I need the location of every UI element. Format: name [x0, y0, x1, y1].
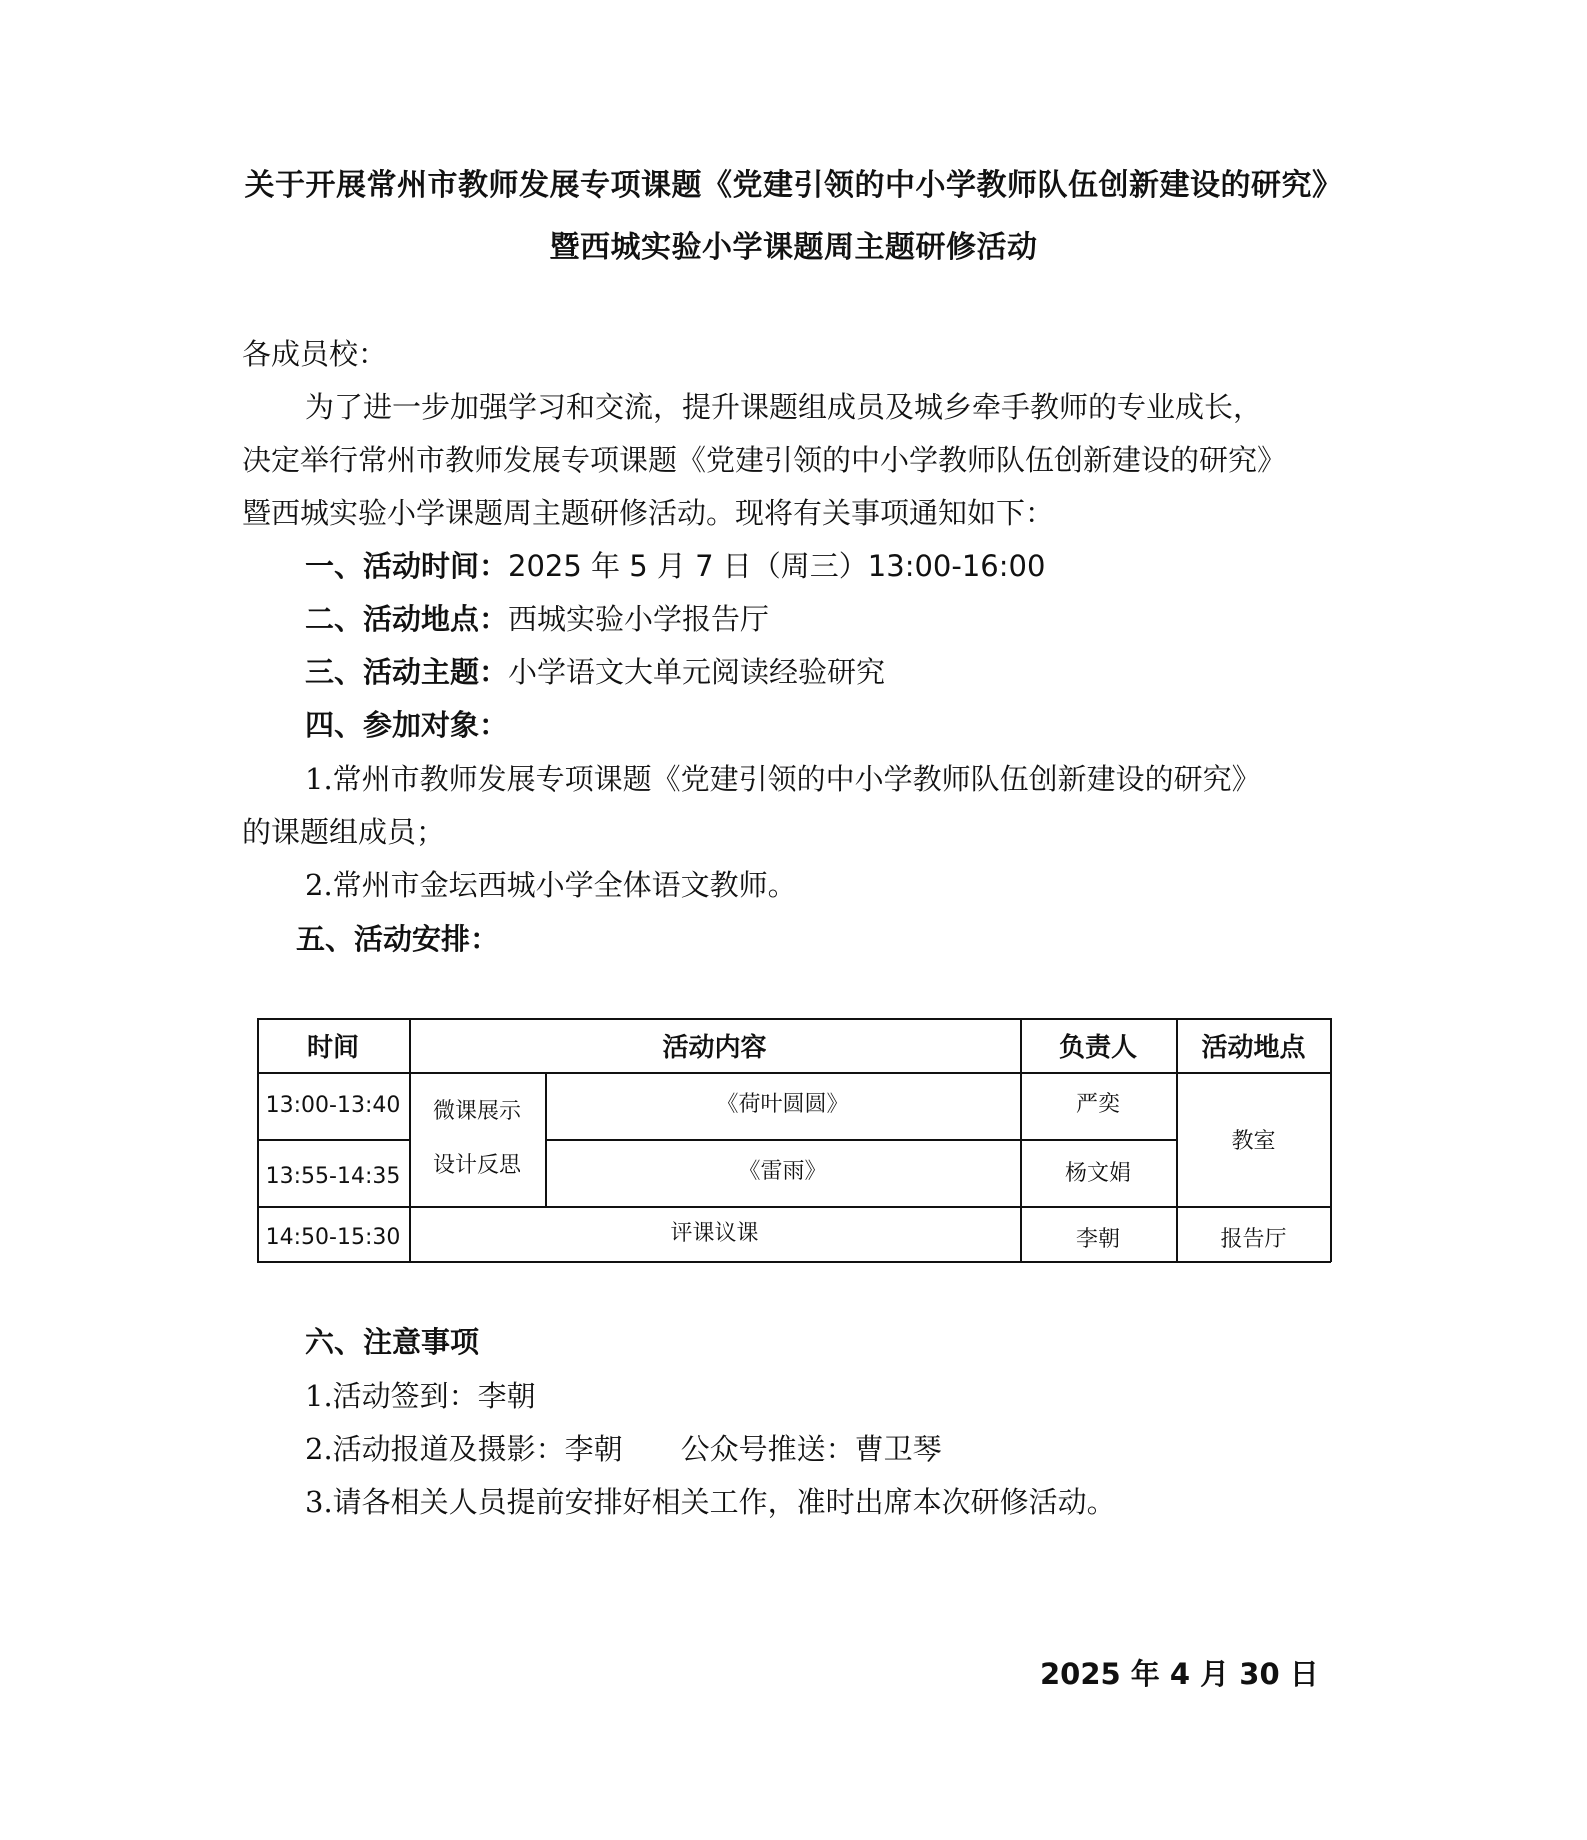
header-person: 负责人: [1058, 1032, 1137, 1063]
row-3-person: 李朝: [1075, 1226, 1120, 1252]
activity-theme: [305, 655, 886, 689]
intro-line-3: 暨西城实验小学课题周主题研修活动。现将有关事项通知如下：: [242, 496, 1055, 530]
row-2-content: 《雷雨》: [738, 1158, 827, 1184]
participants-label: 四、参加对象：: [305, 708, 509, 742]
activity-theme-label: 三、活动主题：: [305, 655, 509, 689]
row-1-content: 《荷叶圆圆》: [716, 1091, 849, 1117]
intro-line-1: 为了进一步加强学习和交流，提升课题组成员及城乡牵手教师的专业成长，: [305, 390, 1263, 424]
group-label-line-1: 微课展示: [432, 1099, 521, 1124]
participant-1-line-1: 1.常州市教师发展专项课题《党建引领的中小学教师队伍创新建设的研究》: [305, 762, 1261, 796]
row-1-time: 13:00-13:40: [265, 1093, 401, 1118]
activity-theme-value: 小学语文大单元阅读经验研究: [508, 655, 886, 689]
activity-place-value: 西城实验小学报告厅: [508, 602, 770, 636]
participant-2: 2.常州市金坛西城小学全体语文教师。: [305, 868, 797, 902]
header-content: 活动内容: [662, 1032, 767, 1063]
schedule-label: 五、活动安排：: [296, 922, 500, 956]
salutation: 各成员校：: [242, 337, 388, 371]
note-1: 1.活动签到：李朝: [305, 1379, 536, 1413]
row-2-person: 杨文娟: [1064, 1160, 1131, 1186]
header-location: 活动地点: [1201, 1032, 1306, 1063]
merged-location: 教室: [1231, 1128, 1276, 1154]
group-label: [409, 1072, 545, 1206]
activity-time-label: 一、活动时间：: [305, 549, 509, 583]
note-2: 2.活动报道及摄影：李朝 公众号推送：曹卫琴: [305, 1432, 942, 1466]
activity-place-label: 二、活动地点：: [305, 602, 509, 636]
intro-line-2: 决定举行常州市教师发展专项课题《党建引领的中小学教师队伍创新建设的研究》: [242, 443, 1287, 477]
title-line-1: 关于开展常州市教师发展专项课题《党建引领的中小学教师队伍创新建设的研究》: [244, 168, 1343, 203]
row-2-time: 13:55-14:35: [265, 1164, 401, 1189]
activity-time: [305, 549, 1046, 583]
activity-place: [305, 602, 770, 636]
row-3-time: 14:50-15:30: [265, 1224, 401, 1250]
header-time: 时间: [306, 1032, 359, 1063]
group-label-line-2: 设计反思: [432, 1153, 521, 1178]
row-1-person: 严奕: [1075, 1091, 1120, 1117]
title-line-2: 暨西城实验小学课题周主题研修活动: [549, 230, 1038, 265]
row-3-content: 评课议课: [670, 1220, 759, 1246]
activity-time-value: 2025 年 5 月 7 日（周三）13:00-16:00: [508, 549, 1046, 583]
participant-1-line-2: 的课题组成员；: [242, 815, 446, 849]
schedule-table: [257, 1018, 1331, 1262]
notes-label: 六、注意事项: [305, 1325, 480, 1359]
row-3-location: 报告厅: [1220, 1226, 1287, 1252]
document-date: 2025 年 4 月 30 日: [1040, 1657, 1319, 1691]
note-3: 3.请各相关人员提前安排好相关工作，准时出席本次研修活动。: [305, 1485, 1116, 1519]
